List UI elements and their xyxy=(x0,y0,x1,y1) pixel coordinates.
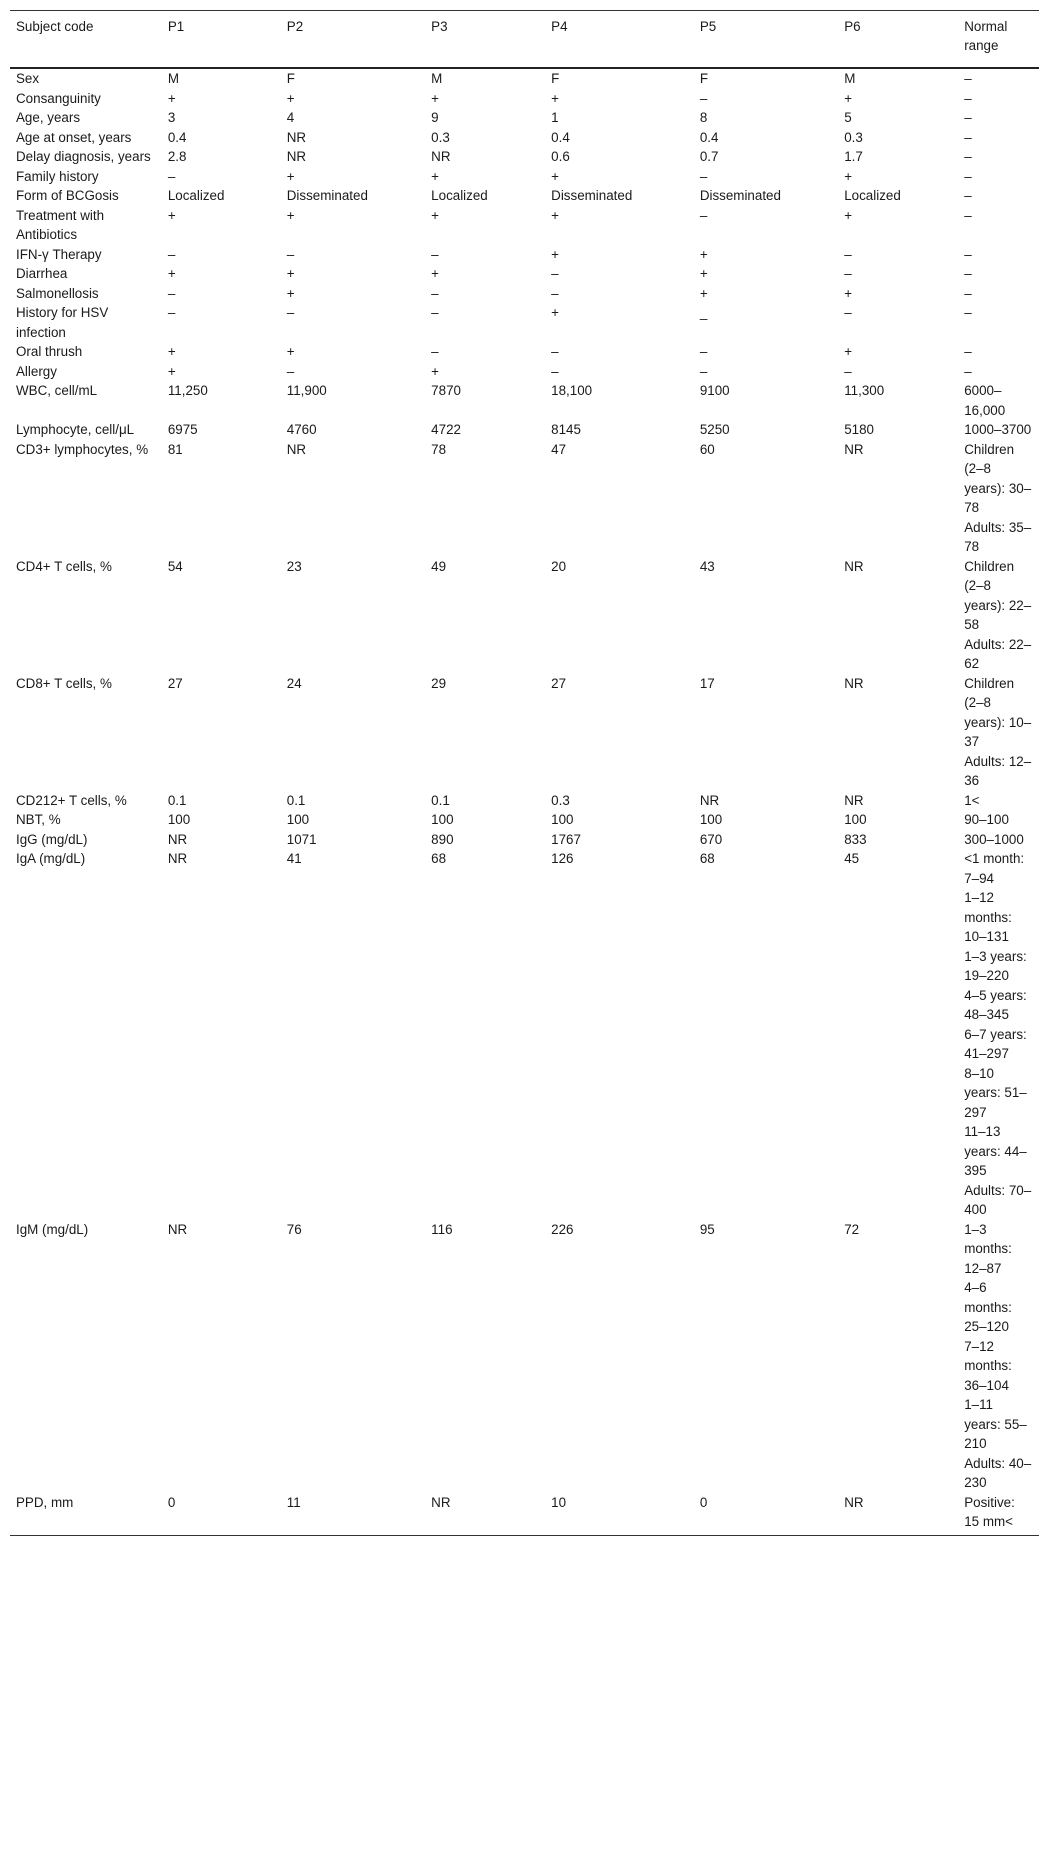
normal-range-line: 7–12 months: 36–104 xyxy=(964,1338,1012,1393)
table-cell: + xyxy=(286,285,295,301)
table-cell: – xyxy=(167,305,176,320)
normal-range-line: – xyxy=(964,71,972,86)
row-label: CD3+ lymphocytes, % xyxy=(16,441,149,457)
table-cell: NR xyxy=(431,1494,451,1510)
normal-range-cell xyxy=(958,440,1039,557)
normal-range-cell xyxy=(958,264,1039,284)
normal-range-line: – xyxy=(964,363,972,379)
table-row xyxy=(10,1493,1039,1536)
table-cell: 68 xyxy=(699,851,715,866)
normal-range-cell xyxy=(958,1493,1039,1536)
table-cell: NR xyxy=(167,1221,188,1237)
table-cell: 1.7 xyxy=(844,149,863,164)
table-cell: – xyxy=(551,344,559,359)
table-cell: 9 xyxy=(431,110,439,125)
table-cell: – xyxy=(286,363,295,379)
table-cell: F xyxy=(699,71,708,86)
normal-range-line: – xyxy=(964,207,972,223)
table-cell: 0.4 xyxy=(699,129,719,145)
table-cell: 17 xyxy=(699,675,715,691)
table-row xyxy=(10,264,1039,284)
table-cell: + xyxy=(844,207,853,223)
normal-range-cell xyxy=(958,284,1039,304)
table-cell: + xyxy=(167,363,176,379)
table-cell: + xyxy=(167,344,176,359)
row-label: Delay diagnosis, years xyxy=(16,149,151,164)
row-label: Family history xyxy=(16,168,99,184)
column-header-2: P2 xyxy=(286,19,304,34)
normal-range-cell xyxy=(958,186,1039,206)
column-header-3: P3 xyxy=(431,19,448,34)
table-cell: NR xyxy=(167,851,188,866)
table-cell: Localized xyxy=(431,188,488,203)
table-cell: 68 xyxy=(431,851,447,866)
table-row xyxy=(10,1220,1039,1493)
normal-range-line: – xyxy=(964,285,972,301)
normal-range-line: 300–1000 xyxy=(964,831,1024,847)
normal-range-cell xyxy=(958,557,1039,674)
table-cell: 116 xyxy=(431,1221,453,1237)
row-label: Oral thrush xyxy=(16,344,83,359)
normal-range-line: Positive: 15 mm< xyxy=(964,1494,1015,1529)
table-cell: – xyxy=(844,246,852,262)
table-cell: 8 xyxy=(699,110,708,125)
normal-range-cell xyxy=(958,1220,1039,1493)
normal-range-line: 1–3 years: 19–220 xyxy=(964,948,1027,983)
normal-range-line: – xyxy=(964,110,972,125)
row-label: History for HSV infection xyxy=(16,305,109,340)
table-cell: 4 xyxy=(286,110,295,125)
table-cell: – xyxy=(167,168,176,184)
header-row xyxy=(10,11,1039,69)
table-cell: 10 xyxy=(551,1494,567,1510)
normal-range-cell xyxy=(958,206,1039,245)
table-cell: + xyxy=(167,207,176,223)
table-cell: – xyxy=(844,305,852,320)
table-cell: 0.1 xyxy=(286,792,306,808)
row-label: Treatment with Antibiotics xyxy=(16,207,105,242)
patient-characteristics-table-container xyxy=(10,10,1039,1536)
table-cell: + xyxy=(844,168,853,184)
table-cell: 72 xyxy=(844,1221,860,1237)
normal-range-line: Adults: 22–62 xyxy=(964,636,1032,671)
table-cell: – xyxy=(551,266,559,281)
normal-range-cell xyxy=(958,108,1039,128)
table-cell: Disseminated xyxy=(551,188,633,203)
normal-range-line: 4–5 years: 48–345 xyxy=(964,987,1027,1022)
row-label: CD212+ T cells, % xyxy=(16,792,127,808)
row-label: CD8+ T cells, % xyxy=(16,675,112,691)
normal-range-line: – xyxy=(964,246,972,262)
row-label: IFN-γ Therapy xyxy=(16,246,102,262)
table-cell: 1767 xyxy=(551,831,581,847)
table-cell: 27 xyxy=(167,675,183,691)
table-cell: 1071 xyxy=(286,831,317,847)
table-row xyxy=(10,830,1039,850)
table-row xyxy=(10,362,1039,382)
table-cell: 29 xyxy=(431,675,447,691)
table-cell: + xyxy=(431,266,439,281)
table-cell: + xyxy=(431,207,439,223)
table-cell: 0.1 xyxy=(167,792,187,808)
table-cell: 100 xyxy=(431,812,454,827)
table-cell: Disseminated xyxy=(286,188,368,203)
table-cell: – xyxy=(551,285,559,301)
table-cell: 5250 xyxy=(699,422,730,437)
table-cell: 9100 xyxy=(699,383,730,398)
table-cell: 23 xyxy=(286,558,302,574)
table-cell: 24 xyxy=(286,675,302,691)
table-cell: F xyxy=(551,71,560,86)
normal-range-cell xyxy=(958,381,1039,420)
table-cell: – xyxy=(699,363,708,379)
normal-range-line: – xyxy=(964,344,972,359)
normal-range-line: Adults: 70–400 xyxy=(964,1182,1032,1217)
normal-range-line: 90–100 xyxy=(964,812,1009,827)
table-cell: + xyxy=(431,90,439,106)
normal-range-line: Children (2–8 years): 10–37 xyxy=(964,675,1032,749)
normal-range-cell xyxy=(958,342,1039,362)
column-header-7: Normal range xyxy=(964,19,1008,53)
table-row xyxy=(10,245,1039,265)
normal-range-line: 1–11 years: 55–210 xyxy=(964,1397,1027,1451)
table-cell: 6975 xyxy=(167,422,198,437)
normal-range-line: 1< xyxy=(964,792,980,808)
normal-range-line: Children (2–8 years): 30–78 xyxy=(964,441,1032,515)
table-cell: – xyxy=(699,207,708,223)
table-cell: 0.7 xyxy=(699,149,719,164)
table-cell: – xyxy=(431,344,439,359)
table-cell: 95 xyxy=(699,1221,715,1237)
table-row xyxy=(10,284,1039,304)
normal-range-line: 1–3 months: 12–87 xyxy=(964,1221,1012,1276)
table-cell: 54 xyxy=(167,558,183,574)
table-row xyxy=(10,381,1039,420)
row-label: IgA (mg/dL) xyxy=(16,851,86,866)
row-label: Consanguinity xyxy=(16,90,101,106)
table-cell: 0 xyxy=(167,1494,176,1510)
table-cell: 18,100 xyxy=(551,383,593,398)
table-cell: + xyxy=(286,90,295,106)
normal-range-line: 1–12 months: 10–131 xyxy=(964,890,1012,944)
row-label: Diarrhea xyxy=(16,266,68,281)
table-cell: M xyxy=(167,71,179,86)
row-label: IgG (mg/dL) xyxy=(16,831,88,847)
table-cell: 4722 xyxy=(431,422,461,437)
table-cell: 4760 xyxy=(286,422,317,437)
table-cell: 78 xyxy=(431,441,447,457)
table-cell: + xyxy=(431,168,439,184)
table-cell: 60 xyxy=(699,441,715,457)
table-cell: 11,900 xyxy=(286,383,327,398)
table-cell: NR xyxy=(699,792,720,808)
table-cell: 0.4 xyxy=(167,129,187,145)
table-cell: + xyxy=(551,246,559,262)
normal-range-cell xyxy=(958,810,1039,830)
table-cell: Localized xyxy=(844,188,901,203)
normal-range-cell xyxy=(958,167,1039,187)
normal-range-line: – xyxy=(964,188,972,203)
row-label: CD4+ T cells, % xyxy=(16,558,112,574)
table-cell: 27 xyxy=(551,675,567,691)
normal-range-line: Adults: 35–78 xyxy=(964,519,1032,554)
table-row xyxy=(10,303,1039,342)
table-cell: + xyxy=(699,246,708,262)
row-label: PPD, mm xyxy=(16,1494,74,1510)
table-cell: 11,300 xyxy=(844,383,885,398)
table-cell: 41 xyxy=(286,851,302,866)
table-cell: 890 xyxy=(431,831,454,847)
table-cell: – xyxy=(431,246,439,262)
normal-range-line: Adults: 40–230 xyxy=(964,1455,1032,1490)
row-label: Age at onset, years xyxy=(16,129,132,145)
table-cell: 11 xyxy=(286,1494,301,1510)
normal-range-cell xyxy=(958,849,1039,1220)
column-header-6: P6 xyxy=(844,19,861,34)
table-cell: – xyxy=(286,305,295,320)
table-row xyxy=(10,147,1039,167)
patient-characteristics-table xyxy=(10,10,1039,1536)
table-cell: + xyxy=(699,266,708,281)
table-cell: – xyxy=(551,363,559,379)
table-cell: – xyxy=(699,168,708,184)
table-cell: 7870 xyxy=(431,383,461,398)
table-cell: 49 xyxy=(431,558,447,574)
row-label: Form of BCGosis xyxy=(16,188,119,203)
table-cell: 8145 xyxy=(551,422,581,437)
table-cell: 126 xyxy=(551,851,574,866)
table-cell: 2.8 xyxy=(167,149,187,164)
row-label: Allergy xyxy=(16,363,57,379)
table-cell: 0 xyxy=(699,1494,708,1510)
table-cell: _ xyxy=(699,305,708,320)
table-cell: 226 xyxy=(551,1221,574,1237)
table-row xyxy=(10,186,1039,206)
normal-range-line: 6–7 years: 41–297 xyxy=(964,1026,1027,1061)
table-cell: 47 xyxy=(551,441,567,457)
table-cell: NR xyxy=(844,1494,864,1510)
row-label: WBC, cell/mL xyxy=(16,383,98,398)
table-cell: + xyxy=(286,344,295,359)
row-label: IgM (mg/dL) xyxy=(16,1221,89,1237)
table-cell: 0.1 xyxy=(431,792,450,808)
table-cell: + xyxy=(844,285,853,301)
table-cell: – xyxy=(844,363,852,379)
table-cell: + xyxy=(844,344,853,359)
table-cell: 100 xyxy=(286,812,310,827)
normal-range-cell xyxy=(958,791,1039,811)
normal-range-line: 8–10 years: 51–297 xyxy=(964,1065,1027,1120)
normal-range-line: – xyxy=(964,168,972,184)
table-row xyxy=(10,557,1039,674)
table-row xyxy=(10,342,1039,362)
normal-range-cell xyxy=(958,68,1039,89)
table-cell: + xyxy=(844,90,853,106)
table-cell: – xyxy=(167,246,176,262)
normal-range-cell xyxy=(958,303,1039,342)
table-cell: – xyxy=(431,305,439,320)
normal-range-cell xyxy=(958,128,1039,148)
table-cell: + xyxy=(551,305,559,320)
table-body xyxy=(10,68,1039,1535)
table-cell: M xyxy=(844,71,856,86)
normal-range-cell xyxy=(958,830,1039,850)
table-cell: 5180 xyxy=(844,422,875,437)
normal-range-cell xyxy=(958,362,1039,382)
table-cell: 0.4 xyxy=(551,129,570,145)
column-header-5: P5 xyxy=(699,19,717,34)
table-cell: + xyxy=(551,168,559,184)
normal-range-line: <1 month: 7–94 xyxy=(964,851,1025,886)
table-cell: 76 xyxy=(286,1221,302,1237)
table-cell: 670 xyxy=(699,831,723,847)
table-cell: + xyxy=(286,266,295,281)
table-cell: – xyxy=(167,285,176,301)
normal-range-line: 1000–3700 xyxy=(964,422,1032,437)
row-label: Sex xyxy=(16,71,40,86)
table-cell: 20 xyxy=(551,558,567,574)
table-cell: 100 xyxy=(699,812,723,827)
table-cell: NR xyxy=(167,831,188,847)
table-row xyxy=(10,167,1039,187)
table-cell: 0.3 xyxy=(844,129,863,145)
table-cell: NR xyxy=(286,441,307,457)
table-cell: F xyxy=(286,71,295,86)
table-cell: NR xyxy=(431,149,451,164)
row-label: Lymphocyte, cell/μL xyxy=(16,422,135,437)
normal-range-line: Children (2–8 years): 22–58 xyxy=(964,558,1032,632)
table-cell: 81 xyxy=(167,441,183,457)
table-cell: 5 xyxy=(844,110,852,125)
table-cell: – xyxy=(431,285,439,301)
normal-range-line: – xyxy=(964,266,972,281)
normal-range-line: 11–13 years: 44–395 xyxy=(964,1124,1027,1178)
table-row xyxy=(10,791,1039,811)
normal-range-line: 6000–16,000 xyxy=(964,383,1006,418)
table-row xyxy=(10,68,1039,89)
normal-range-cell xyxy=(958,147,1039,167)
table-cell: 1 xyxy=(551,110,559,125)
table-row xyxy=(10,89,1039,109)
table-cell: + xyxy=(286,207,295,223)
table-cell: + xyxy=(431,363,439,379)
normal-range-line: Adults: 12–36 xyxy=(964,753,1032,788)
column-header-1: P1 xyxy=(167,19,185,34)
table-cell: NR xyxy=(844,441,864,457)
normal-range-line: – xyxy=(964,90,972,106)
table-cell: 11,250 xyxy=(167,383,208,398)
table-cell: NR xyxy=(286,149,307,164)
table-row xyxy=(10,849,1039,1220)
table-row xyxy=(10,108,1039,128)
table-row xyxy=(10,206,1039,245)
table-cell: – xyxy=(699,344,708,359)
column-header-4: P4 xyxy=(551,19,568,34)
normal-range-line: – xyxy=(964,305,972,320)
table-row xyxy=(10,674,1039,791)
table-header xyxy=(10,11,1039,69)
normal-range-line: – xyxy=(964,129,972,145)
table-cell: NR xyxy=(844,792,864,808)
normal-range-cell xyxy=(958,245,1039,265)
table-cell: NR xyxy=(286,129,307,145)
table-cell: 0.3 xyxy=(551,792,570,808)
table-row xyxy=(10,810,1039,830)
table-row xyxy=(10,440,1039,557)
table-cell: – xyxy=(699,90,708,106)
table-cell: 0.6 xyxy=(551,149,570,164)
row-label: Age, years xyxy=(16,110,81,125)
row-label: Salmonellosis xyxy=(16,285,99,301)
table-cell: 100 xyxy=(551,812,574,827)
table-cell: NR xyxy=(844,558,864,574)
table-cell: + xyxy=(167,90,176,106)
table-cell: 43 xyxy=(699,558,715,574)
table-cell: + xyxy=(551,90,559,106)
table-row xyxy=(10,128,1039,148)
table-row xyxy=(10,420,1039,440)
table-cell: Disseminated xyxy=(699,188,781,203)
normal-range-cell xyxy=(958,420,1039,440)
table-cell: 833 xyxy=(844,831,867,847)
table-cell: + xyxy=(167,266,176,281)
table-cell: 45 xyxy=(844,851,860,866)
column-header-0: Subject code xyxy=(16,19,94,34)
normal-range-line: – xyxy=(964,149,972,164)
table-cell: 100 xyxy=(167,812,191,827)
normal-range-cell xyxy=(958,89,1039,109)
table-cell: 0.3 xyxy=(431,129,450,145)
table-cell: + xyxy=(286,168,295,184)
row-label: NBT, % xyxy=(16,812,61,827)
table-cell: + xyxy=(551,207,559,223)
table-cell: – xyxy=(844,266,852,281)
normal-range-line: 4–6 months: 25–120 xyxy=(964,1280,1012,1334)
table-cell: Localized xyxy=(167,188,225,203)
table-cell: – xyxy=(286,246,295,262)
table-cell: + xyxy=(699,285,708,301)
table-cell: 3 xyxy=(167,110,176,125)
table-cell: M xyxy=(431,71,443,86)
table-cell: 100 xyxy=(844,812,867,827)
normal-range-cell xyxy=(958,674,1039,791)
table-cell: NR xyxy=(844,675,864,691)
